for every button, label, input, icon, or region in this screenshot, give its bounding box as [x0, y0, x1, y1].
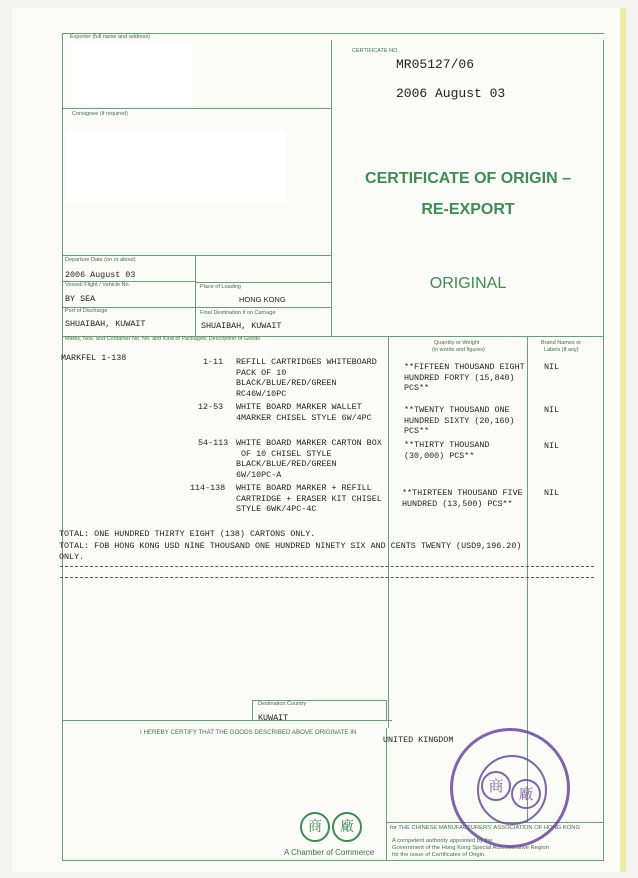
total-value: TOTAL: FOB HONG KONG USD NINE THOUSAND ONE HUNDRED NINETY SIX AND CENTS TWENTY (USD9,196.20) ONLY. [59, 541, 522, 562]
certify-statement: I HEREBY CERTIFY THAT THE GOODS DESCRIBED ABOVE ORIGINATE IN [140, 729, 357, 736]
item-description: REFILL CARTRIDGES WHITEBOARD PACK OF 10 BLACK/BLUE/RED/GREEN RC46W/10PC [236, 357, 377, 399]
rule-consignee [62, 255, 331, 256]
item-nos: 12-53 [198, 402, 224, 412]
place-loading-label: Place of Loading [200, 284, 241, 290]
item-brand: NIL [544, 362, 560, 372]
stamp-char: 廠 [511, 779, 541, 809]
rule-footer-left [386, 728, 387, 861]
vessel-label: Vessel/ Flight / Vehicle No. [65, 282, 131, 288]
item-description: WHITE BOARD MARKER CARTON BOX OF 10 CHISEL STYLE BLACK/BLUE/RED/GREEN 6W/10PC-A [236, 438, 382, 480]
item-nos: 54-113 [198, 438, 229, 448]
total-cartons: TOTAL: ONE HUNDRED THIRTY EIGHT (138) CARTONS ONLY. [59, 529, 316, 539]
stamp-char: 商 [481, 771, 511, 801]
origin-country-value: UNITED KINGDOM [383, 735, 454, 745]
footer-association: for THE CHINESE MANUFACTURERS' ASSOCIATION OF HONG KONG [390, 825, 580, 831]
cert-number: MR05127/06 [396, 57, 475, 72]
brand-label: Brand Names or [541, 340, 582, 346]
destination-country-label: Destination Country [258, 701, 307, 707]
footer-authority-1: A competent authority appointed by the [392, 838, 493, 844]
item-nos: 1-11 [203, 357, 224, 367]
item-nos: 114-138 [190, 483, 226, 493]
rule-loading-top [196, 282, 331, 283]
cert-date: 2006 August 03 [396, 86, 506, 101]
quantity-sub-label: (in words and figures) [432, 347, 485, 353]
emblem-char: 廠 [332, 812, 362, 842]
rule-bottom [62, 860, 604, 861]
item-description: WHITE BOARD MARKER WALLET 4MARKER CHISEL STYLE 6W/4PC [236, 402, 372, 423]
place-loading-value: HONG KONG [239, 295, 286, 304]
final-destination-value: SHUAIBAH, KUWAIT [201, 321, 282, 331]
chamber-emblem [300, 810, 364, 844]
marks-value: MARKFEL 1-138 [61, 353, 127, 363]
rule-dest-right [386, 700, 387, 720]
consignee-redaction [66, 130, 286, 202]
quantity-label: Quantity or Weight [434, 340, 480, 346]
brand-sub-label: Labels (if any) [544, 347, 579, 353]
end-of-goods-line [60, 566, 594, 567]
marks-label: Marks, Nos. and Container No. No. and Kind of Packages; Description of Goods [65, 336, 261, 342]
association-stamp [450, 728, 570, 848]
departure-date-label: Departure Date (on or about) [65, 257, 136, 263]
title-line-1: CERTIFICATE OF ORIGIN – [365, 170, 571, 187]
title-line-2: RE-EXPORT [421, 201, 515, 218]
exporter-label: Exporter (full name and address) [70, 34, 151, 40]
emblem-char: 商 [300, 812, 330, 842]
departure-date-value: 2006 August 03 [65, 270, 136, 280]
rule-qty-left [388, 336, 389, 728]
destination-country-value: KUWAIT [258, 713, 289, 723]
port-discharge-label: Port of Discharge [65, 308, 108, 314]
item-brand: NIL [544, 488, 560, 498]
rule-exporter [62, 108, 331, 109]
item-quantity: **TWENTY THOUSAND ONE HUNDRED SIXTY (20,160) PCS** [404, 405, 515, 437]
item-quantity: **FIFTEEN THOUSAND EIGHT HUNDRED FORTY (15,840) PCS** [404, 362, 525, 394]
original-label: ORIGINAL [429, 275, 507, 292]
rule-left [62, 33, 63, 861]
exporter-redaction [72, 44, 192, 106]
consignee-label: Consignee (if required) [72, 111, 128, 117]
item-brand: NIL [544, 405, 560, 415]
end-of-goods-line [60, 577, 594, 578]
rule-shipping-mid [195, 255, 196, 336]
port-discharge-value: SHUAIBAH, KUWAIT [65, 319, 146, 329]
rule-right [603, 40, 604, 861]
item-brand: NIL [544, 441, 560, 451]
item-quantity: **THIRTY THOUSAND (30,000) PCS** [404, 440, 490, 461]
footer-authority-2: Government of the Hong Kong Special Administrative Region [392, 845, 549, 851]
rule-goods-bottom [62, 720, 392, 721]
item-description: WHITE BOARD MARKER + REFILL CARTRIDGE + ERASER KIT CHISEL STYLE 6WK/4PC-4C [236, 483, 382, 515]
vessel-value: BY SEA [65, 294, 96, 304]
cert-no-label: CERTIFICATE NO. [352, 48, 399, 54]
rule-center [331, 40, 332, 336]
item-quantity: **THIRTEEN THOUSAND FIVE HUNDRED (13,500) PCS** [402, 488, 523, 509]
final-destination-label: Final Destination if on Carriage [200, 310, 276, 316]
footer-authority-3: for the issue of Certificates of Origin. [392, 852, 486, 858]
rule-dest-left [252, 700, 253, 720]
chamber-caption: A Chamber of Commerce [284, 848, 375, 857]
